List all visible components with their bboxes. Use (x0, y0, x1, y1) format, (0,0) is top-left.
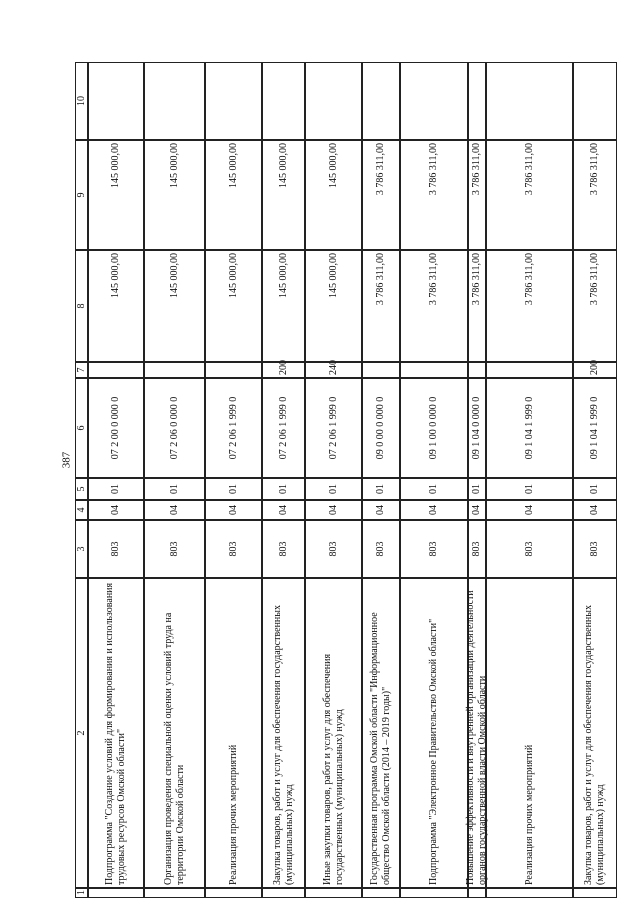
table-row-2-rz (144, 500, 205, 520)
table-row-4-vr-text: 200 (277, 360, 289, 375)
table-row-8-rz-text: 04 (471, 505, 482, 515)
table-row-2-s1-text: 145 000,00 (168, 253, 180, 298)
table-row-10-name-text: Закупка товаров, работ и услуг для обеспечения государственных (муниципальных) нужд (583, 604, 606, 885)
table-row-7-rz (400, 500, 468, 520)
table-row-9-vr (486, 362, 573, 378)
table-row-6-s2-text: 3 786 311,00 (375, 143, 386, 196)
header-cell-6 (75, 378, 88, 478)
table-row-7-csr-text: 09 1 00 0 000 0 (428, 396, 439, 460)
table-row-4-pr (262, 478, 305, 500)
table-row-10-csr-text: 09 1 04 1 999 0 (589, 396, 600, 460)
table-row-3-s2 (205, 140, 262, 250)
table-row-5-vr-text: 240 (327, 360, 339, 375)
header-cell-5 (75, 478, 88, 500)
table-row-8-name-text: Повышение эффективности и внутренней организации деятельности органов государственной власти Омской области (465, 590, 488, 885)
table-row-4-gr-text: 803 (277, 541, 289, 557)
header-cell-3 (75, 520, 88, 578)
table-row-3-rz-text: 04 (227, 505, 239, 515)
table-row-4-s1-text: 145 000,00 (277, 253, 289, 298)
table-row-7-csr (400, 378, 468, 478)
table-row-1-rz-text: 04 (110, 505, 121, 515)
table-row-8-pr (468, 478, 486, 500)
table-row-3-csr-text: 07 2 06 1 999 0 (227, 396, 239, 460)
table-row-8-name (465, 578, 488, 888)
table-row-2-pr (144, 478, 205, 500)
table-row-1-pr-text: 01 (110, 484, 121, 494)
table-row-3-pr (205, 478, 262, 500)
table-row-6-s3 (362, 62, 400, 140)
table-row-4-c1 (262, 888, 305, 898)
header-cell-10-text: 10 (75, 96, 87, 106)
table-row-4-rz (262, 500, 305, 520)
table-row-5-csr (305, 378, 362, 478)
table-row-10-gr (573, 520, 617, 578)
table-row-2-s1 (144, 250, 205, 362)
table-row-10-s2-text: 3 786 311,00 (589, 143, 600, 196)
table-row-2-s3 (144, 62, 205, 140)
table-row-1-rz (88, 500, 144, 520)
table-row-5-csr-text: 07 2 06 1 999 0 (327, 396, 339, 460)
table-row-5-rz (305, 500, 362, 520)
table-row-2-c1 (144, 888, 205, 898)
header-cell-8 (75, 250, 88, 362)
table-row-7-s1-text: 3 786 311,00 (428, 253, 439, 306)
table-row-8-s3 (468, 62, 486, 140)
table-row-8-s1-text: 3 786 311,00 (471, 253, 482, 306)
header-cell-7-text: 7 (75, 367, 87, 373)
table-row-5-gr-text: 803 (327, 541, 339, 557)
table-row-10-s2 (573, 140, 617, 250)
table-row-9-s1 (486, 250, 573, 362)
table-row-4-rz-text: 04 (277, 505, 289, 515)
table-row-7-c1 (400, 888, 468, 898)
table-row-5-c1 (305, 888, 362, 898)
table-row-10-s3 (573, 62, 617, 140)
table-row-1-s2 (88, 140, 144, 250)
table-row-8-csr (468, 378, 486, 478)
table-row-8-vr (468, 362, 486, 378)
table-row-6-name-text: Государственная программа Омской области "Информационное общество Омской области (2014 – 2019 годы)" (369, 612, 392, 885)
header-cell-1-text: 1 (75, 890, 87, 895)
table-row-2-name-text: Организация проведения специальной оценки условий труда на территории Омской области (162, 612, 186, 885)
table-row-7-vr (400, 362, 468, 378)
table-row-10-name (573, 578, 617, 888)
table-row-2-pr-text: 01 (168, 484, 180, 494)
table-row-7-s2 (400, 140, 468, 250)
header-cell-2-text: 2 (75, 730, 87, 736)
table-row-9-gr (486, 520, 573, 578)
header-cell-6-text: 6 (75, 425, 87, 431)
table-row-8-rz (468, 500, 486, 520)
table-row-9-csr-text: 09 1 04 1 999 0 (523, 396, 535, 460)
table-row-6-pr-text: 01 (375, 484, 386, 494)
table-row-10-pr-text: 01 (589, 484, 600, 494)
table-row-2-name (144, 578, 205, 888)
table-row-4-csr-text: 07 2 06 1 999 0 (277, 396, 289, 460)
table-row-6-s1 (362, 250, 400, 362)
table-row-3-s2-text: 145 000,00 (227, 143, 239, 188)
table-row-4-s2-text: 145 000,00 (277, 143, 289, 188)
table-row-6-name (362, 578, 400, 888)
table-row-7-pr-text: 01 (428, 484, 439, 494)
table-row-8-gr-text: 803 (471, 541, 482, 557)
table-row-8-s2 (468, 140, 486, 250)
table-row-2-vr (144, 362, 205, 378)
table-row-1-vr (88, 362, 144, 378)
table-row-10-csr (573, 378, 617, 478)
table-row-6-s1-text: 3 786 311,00 (375, 253, 386, 306)
table-row-9-s2-text: 3 786 311,00 (523, 143, 535, 196)
table-row-9-name-text: Реализация прочих мероприятий (523, 744, 535, 885)
table-row-10-vr-text: 200 (589, 360, 600, 375)
table-row-5-s1 (305, 250, 362, 362)
table-row-7-gr-text: 803 (428, 541, 439, 557)
table-row-1-csr (88, 378, 144, 478)
table-row-1-s1 (88, 250, 144, 362)
table-row-3-name-text: Реализация прочих мероприятий (227, 744, 239, 885)
table-row-10-pr (573, 478, 617, 500)
table-row-6-rz-text: 04 (375, 505, 386, 515)
table-row-3-name (205, 578, 262, 888)
table-row-3-gr (205, 520, 262, 578)
table-row-6-gr (362, 520, 400, 578)
table-row-3-csr (205, 378, 262, 478)
table-row-6-vr (362, 362, 400, 378)
header-cell-10 (75, 62, 88, 140)
table-row-9-name (486, 578, 573, 888)
table-row-3-s3 (205, 62, 262, 140)
header-cell-5-text: 5 (75, 486, 87, 492)
table-row-8-s1 (468, 250, 486, 362)
table-row-8-s2-text: 3 786 311,00 (471, 143, 482, 196)
table-row-4-s3 (262, 62, 305, 140)
table-row-2-csr (144, 378, 205, 478)
table-row-1-s1-text: 145 000,00 (110, 253, 121, 298)
table-row-10-vr (573, 362, 617, 378)
table-row-3-vr (205, 362, 262, 378)
table-row-2-csr-text: 07 2 06 0 000 0 (168, 396, 180, 460)
table-row-10-s1 (573, 250, 617, 362)
table-row-7-s1 (400, 250, 468, 362)
table-row-5-s2 (305, 140, 362, 250)
header-cell-4 (75, 500, 88, 520)
table-row-9-gr-text: 803 (523, 541, 535, 557)
table-row-5-vr (305, 362, 362, 378)
table-row-9-rz-text: 04 (523, 505, 535, 515)
table-row-4-csr (262, 378, 305, 478)
table-row-1-csr-text: 07 2 00 0 000 0 (110, 396, 121, 460)
table-row-1-pr (88, 478, 144, 500)
table-row-10-s1-text: 3 786 311,00 (589, 253, 600, 306)
table-row-2-s2-text: 145 000,00 (168, 143, 180, 188)
table-row-5-pr (305, 478, 362, 500)
table-row-1-s3 (88, 62, 144, 140)
table-row-6-gr-text: 803 (375, 541, 386, 557)
table-row-1-gr (88, 520, 144, 578)
table-row-1-gr-text: 803 (110, 541, 121, 557)
table-row-7-name-text: Подпрограмма "Электронное Правительство Омской области" (428, 618, 439, 885)
table-row-2-s2 (144, 140, 205, 250)
table-row-7-name (400, 578, 468, 888)
table-row-6-pr (362, 478, 400, 500)
table-row-9-pr (486, 478, 573, 500)
table-row-4-s2 (262, 140, 305, 250)
table-row-3-s1 (205, 250, 262, 362)
table-row-7-gr (400, 520, 468, 578)
table-row-4-s1 (262, 250, 305, 362)
table-row-1-name-text: Подпрограмма "Создание условий для формирования и использования трудовых ресурсов Омской области" (104, 582, 127, 885)
table-row-4-name-text: Закупка товаров, работ и услуг для обеспечения государственных (муниципальных) нужд (271, 604, 295, 885)
table-row-9-pr-text: 01 (523, 484, 535, 494)
table-row-9-c1 (486, 888, 573, 898)
table-row-4-gr (262, 520, 305, 578)
table-row-3-gr-text: 803 (227, 541, 239, 557)
header-cell-3-text: 3 (75, 546, 87, 552)
table-row-4-name (262, 578, 305, 888)
table-row-6-csr (362, 378, 400, 478)
table-row-3-rz (205, 500, 262, 520)
header-cell-8-text: 8 (75, 303, 87, 309)
table-row-9-rz (486, 500, 573, 520)
table-row-6-c1 (362, 888, 400, 898)
table-row-5-s2-text: 145 000,00 (327, 143, 339, 188)
header-cell-4-text: 4 (75, 507, 87, 513)
table-row-5-pr-text: 01 (327, 484, 339, 494)
table-row-10-c1 (573, 888, 617, 898)
header-cell-9-text: 9 (75, 192, 87, 198)
table-row-10-rz-text: 04 (589, 505, 600, 515)
table-row-10-rz (573, 500, 617, 520)
table-row-3-s1-text: 145 000,00 (227, 253, 239, 298)
table-row-7-s3 (400, 62, 468, 140)
table-row-9-csr (486, 378, 573, 478)
table-row-7-pr (400, 478, 468, 500)
table-row-5-gr (305, 520, 362, 578)
table-row-8-csr-text: 09 1 04 0 000 0 (471, 396, 482, 460)
table-row-9-s2 (486, 140, 573, 250)
table-row-6-rz (362, 500, 400, 520)
table-row-7-rz-text: 04 (428, 505, 439, 515)
header-cell-1 (75, 888, 88, 898)
table-row-8-pr-text: 01 (471, 484, 482, 494)
table-row-2-gr (144, 520, 205, 578)
header-cell-2 (75, 578, 88, 888)
table-row-7-s2-text: 3 786 311,00 (428, 143, 439, 196)
table-row-9-s3 (486, 62, 573, 140)
page-number: 387 (60, 451, 72, 469)
table-row-8-c1 (468, 888, 486, 898)
table-row-9-s1-text: 3 786 311,00 (523, 253, 535, 306)
table-row-6-csr-text: 09 0 00 0 000 0 (375, 396, 386, 460)
table-row-4-pr-text: 01 (277, 484, 289, 494)
table-row-4-vr (262, 362, 305, 378)
table-row-6-s2 (362, 140, 400, 250)
table-row-5-name (305, 578, 362, 888)
header-cell-9 (75, 140, 88, 250)
table-row-5-s3 (305, 62, 362, 140)
table-row-10-gr-text: 803 (589, 541, 600, 557)
table-row-5-s1-text: 145 000,00 (327, 253, 339, 298)
table-row-1-c1 (88, 888, 144, 898)
table-row-1-name (88, 578, 144, 888)
table-row-1-s2-text: 145 000,00 (110, 143, 121, 188)
table-row-8-gr (468, 520, 486, 578)
header-cell-7 (75, 362, 88, 378)
table-row-3-c1 (205, 888, 262, 898)
table-row-5-name-text: Иные закупки товаров, работ и услуг для обеспечения государственных (муниципальных) нужд (321, 653, 345, 885)
table-row-2-rz-text: 04 (168, 505, 180, 515)
table-row-5-rz-text: 04 (327, 505, 339, 515)
table-row-2-gr-text: 803 (168, 541, 180, 557)
table-row-3-pr-text: 01 (227, 484, 239, 494)
